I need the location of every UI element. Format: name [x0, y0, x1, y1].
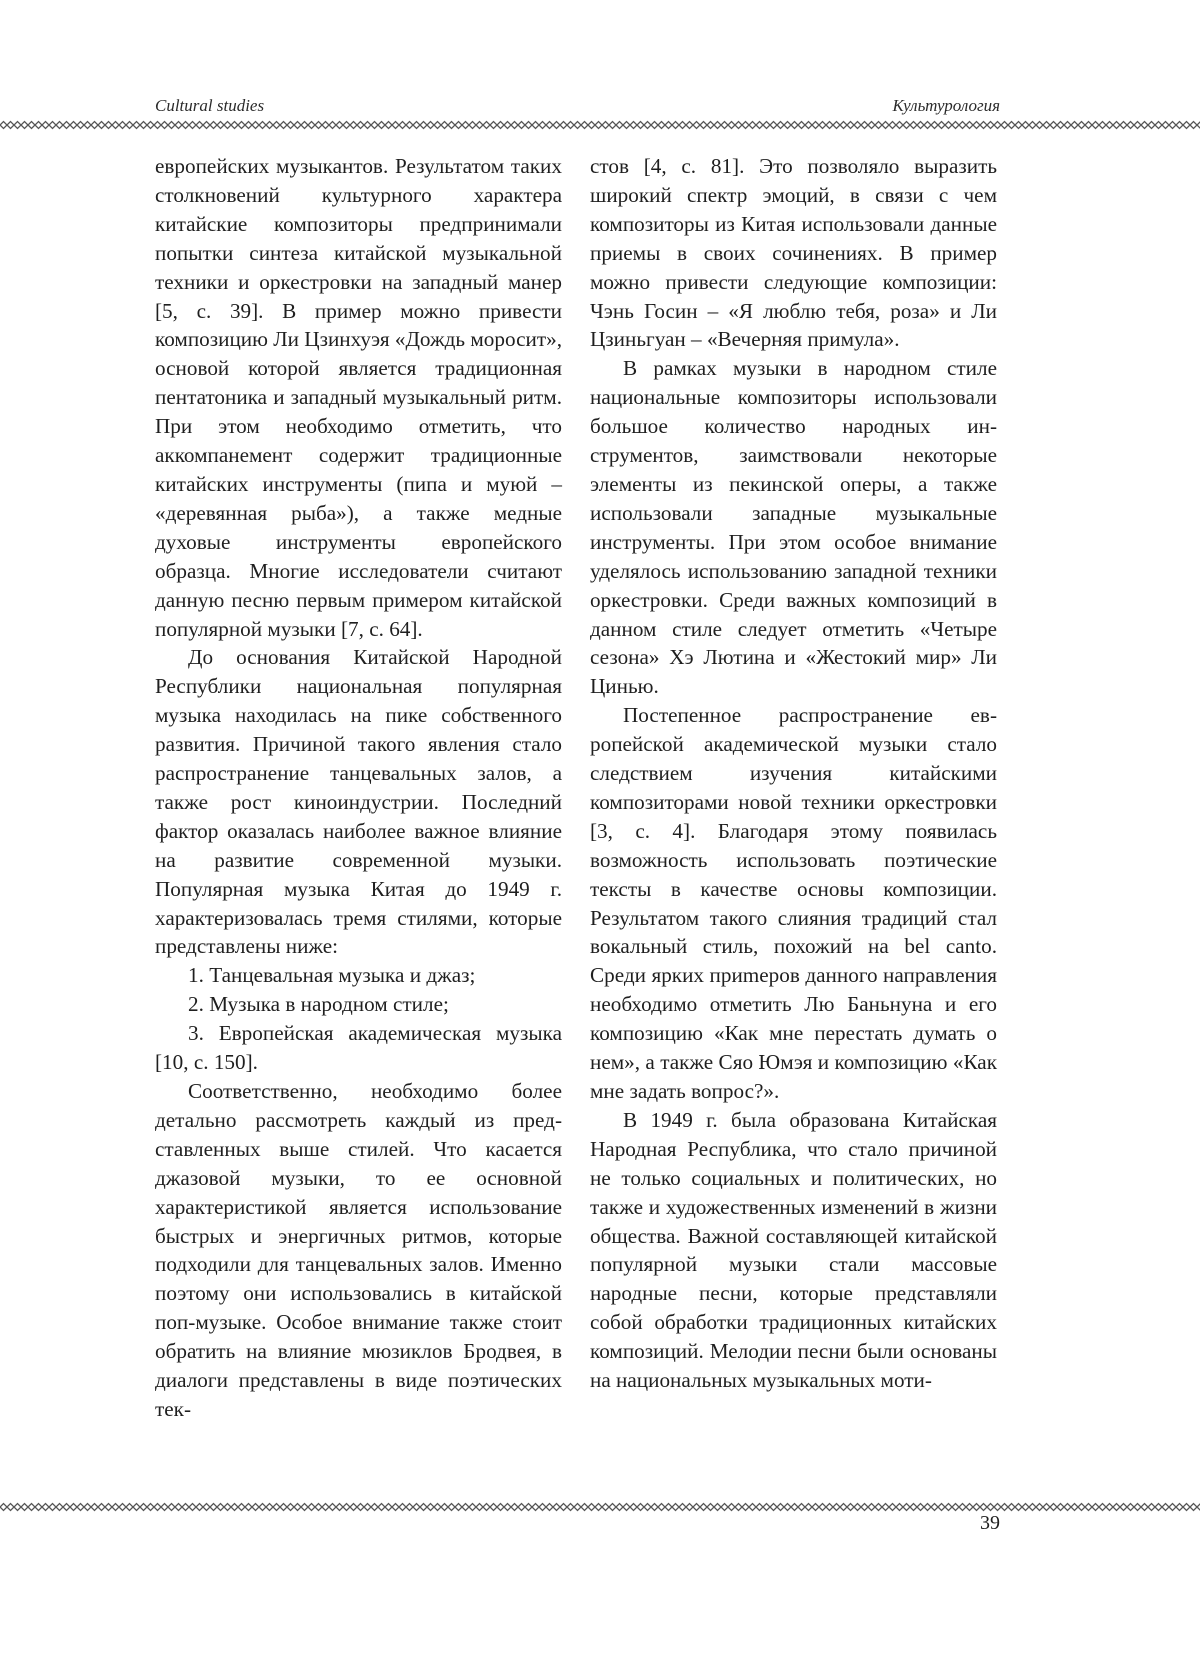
paragraph: Соответственно, необходимо более детально рассмотреть каждый из представленных выше стилей. Что касается джазовой музыки, то ее основной характеристикой является использование быстрых и энергичных ритмов, которые подходили для танцевальных залов. Именно поэтому они использовались в китайской поп-музыке. Особое внимание также стоит обратить на влияние мюзиклов Бродвея, в диалоги представлены в виде поэтических тек-: [155, 1079, 562, 1421]
paragraph: Постепенное распространение европейской академической музыки стало следствием изучения китайскими композиторами новой техники оркестровки [3, с. 4]. Благодаря этому появилась возможность использовать поэтические тексты в качестве основы композиции. Результатом такого слияния традиций стал вокальный стиль, похожий на bel canto. Среди ярких приmеров данного направления необходимо отметить Лю Баньнуна и его композицию «Как мне перестать думать о нем», а также Сяо Юмэя и композицию «Как мне задать вопрос?».: [590, 703, 997, 1103]
paragraph: стов [4, с. 81]. Это позволяло выразить широкий спектр эмоций, в связи с чем композиторы из Китая использовали данные приемы в своих сочинениях. В пример можно привести следующие композиции: Чэнь Госин – «Я люблю тебя, роза» и Ли Цзиньгуан – «Вечерняя примула».: [590, 154, 997, 352]
text-column-left: [155, 152, 562, 1424]
paragraph: В 1949 г. была образована Китайская Народная Республика, что стало причиной не только социальных и политических, но также и художественных изменений в жизни общества. Важной составляющей китайской популярной музыки стали массовые народные песни, которые представляли собой обработки традиционных китайских композиций. Мелодии песни были основаны на национальных музыкальных моти-: [590, 1107, 997, 1393]
list-item: 3. Европейская академическая музыка [10, с. 150].: [155, 1021, 562, 1075]
list-item: 1. Танцевальная музыка и джаз;: [188, 963, 476, 988]
list-item: 2. Музыка в народном стиле;: [188, 992, 449, 1017]
decorative-chain-divider-bottom: [0, 1502, 1200, 1512]
page-number: 39: [980, 1512, 1000, 1534]
running-header-russian: Культурология: [892, 96, 1000, 115]
text-column-right: [590, 152, 997, 1395]
running-header-english: Cultural studies: [155, 96, 265, 115]
paragraph: В рамках музыки в народном стиле национальные композиторы использовали большое количество народных инструментов, заимствовали некоторые элементы из пекинской оперы, а также использовали западные музыкальные инструменты. При этом особое внимание уделялось использованию западной техники оркестровки. Среди важных композиций в данном стиле следует отметить «Четыре сезона» Хэ Лютина и «Жестокий мир» Ли Цинью.: [590, 356, 997, 699]
paragraph: До основания Китайской Народной Республики национальная популярная музыка находилась на пике собственного развития. Причиной такого явления стало распространение танцевальных залов, а также рост киноиндустрии. Последний фактор оказалась наиболее важное влияние на развитие современной музыки. Популярная музыка Китая до 1949 г. характеризовалась тремя стилями, которые представлены ниже:: [155, 645, 562, 959]
paragraph: европейских музыкантов. Результатом таких столкновений культурного характера китайские композиторы предпринимали попытки синтеза китайской музыкальной техники и оркестровки на западный манер [5, с. 39]. В пример можно привести композицию Ли Цзинхуэя «Дождь моросит», основой которой является традиционная пентатоника и западный музыкальный ритм. При этом необходимо отметить, что аккомпанемент содержит традиционные китайских инструменты (пипа и муюй – «деревянная рыба»), а также медные духовые инструменты европейского образца. Многие исследователи считают данную песню первым примером китайской популярной музыки [7, с. 64].: [155, 154, 562, 641]
decorative-chain-divider-top: [0, 120, 1200, 130]
